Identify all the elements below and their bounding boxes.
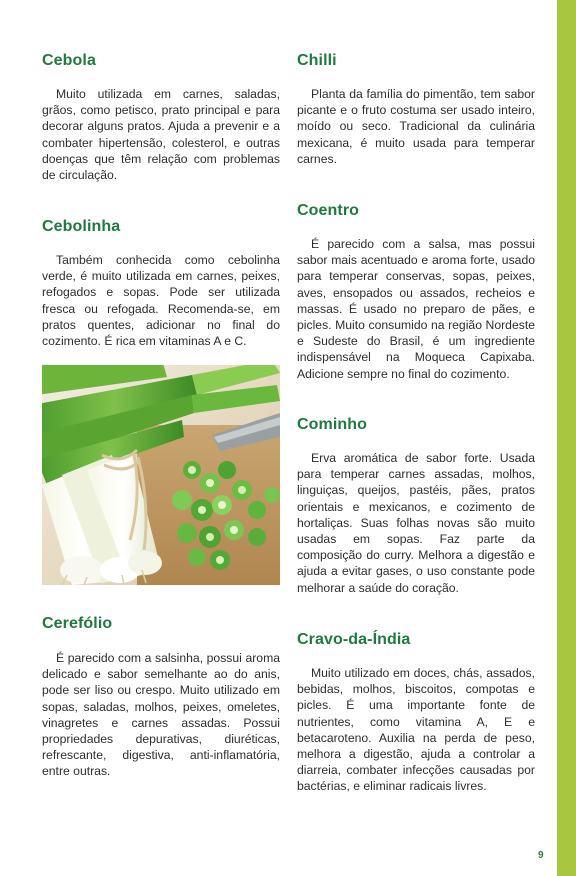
section-title: Coentro — [297, 202, 360, 219]
section-title: Cebola — [42, 52, 96, 69]
section-text: É parecido com a salsinha, possui aroma delicado e sabor semelhante ao do anis, pode ser liso ou crespo. Muito utilizado em sopas, saladas, molhos, peixes, omeletes, vinagretes e carnes assadas. Possui propriedades depurativas, diuréticas, refrescante, digestiva, anti-inflamatória, entre outras. — [42, 651, 280, 779]
section-text: Muito utilizada em carnes, saladas, grãos, como petisco, prato principal e para decorar alguns pratos. Ajuda a prevenir e a combater hipertensão, colesterol, e outras doenças que têm relação com problemas de circulação. — [42, 87, 280, 183]
section-cravo — [297, 630, 535, 795]
section-title: Cominho — [297, 416, 368, 433]
section-title: Cerefólio — [42, 615, 113, 632]
section-coentro — [297, 201, 535, 382]
section-title: Cravo-da-Índia — [297, 631, 411, 648]
section-title: Chilli — [297, 52, 337, 69]
section-text: Muito utilizado em doces, chás, assados, bebidas, molhos, biscoitos, compotas e picles. É uma importante fonte de nutrientes, como vitamina A, E e betacaroteno. Auxilia na perda de peso, melhora a digestão, ajuda a controlar a diarreia, combater infecções causadas por bactérias, e eliminar radicais livres. — [297, 666, 535, 794]
green-onions-photo — [42, 365, 280, 585]
section-chilli — [297, 51, 535, 167]
section-text: Erva aromática de sabor forte. Usada para temperar carnes assadas, molhos, linguiças, queijos, pastéis, pães, pratos orientais e mexicanos, e cozimento de hortaliças. Suas folhas novas são muito usadas em sopas. Faz parte da composição do curry. Melhora a digestão e ajuda a evitar gases, o uso constante pode melhorar a saúde do coração. — [297, 451, 535, 595]
side-accent-bar — [557, 0, 576, 876]
section-text: Planta da família do pimentão, tem sabor picante e o fruto costuma ser usado inteiro, moído ou seco. Tradicional da culinária mexicana, é muito usada para temperar carnes. — [297, 87, 535, 166]
section-text: Também conhecida como cebolinha verde, é muito utilizada em carnes, peixes, refogados e sopas. Pode ser utilizada fresca ou refogada. Recomenda-se, em pratos quentes, adicionar no final do cozimento. É rica em vitaminas A e C. — [42, 253, 280, 349]
section-text: É parecido com a salsa, mas possui sabor mais acentuado e aroma forte, usado para temperar conservas, sopas, peixes, aves, ensopados ou assados, recheios e massas. É usado no preparo de pães, e picles. Muito consumido na região Nordeste e Sudeste do Brasil, é um ingrediente indispensável na Moqueca Capixaba. Adicione sempre no final do cozimento. — [297, 237, 535, 381]
section-cebola — [42, 51, 280, 183]
section-cerefolio — [42, 614, 280, 780]
section-cominho — [297, 415, 535, 596]
page-number: 9 — [538, 850, 544, 861]
section-title: Cebolinha — [42, 218, 121, 235]
section-cebolinha — [42, 217, 280, 349]
